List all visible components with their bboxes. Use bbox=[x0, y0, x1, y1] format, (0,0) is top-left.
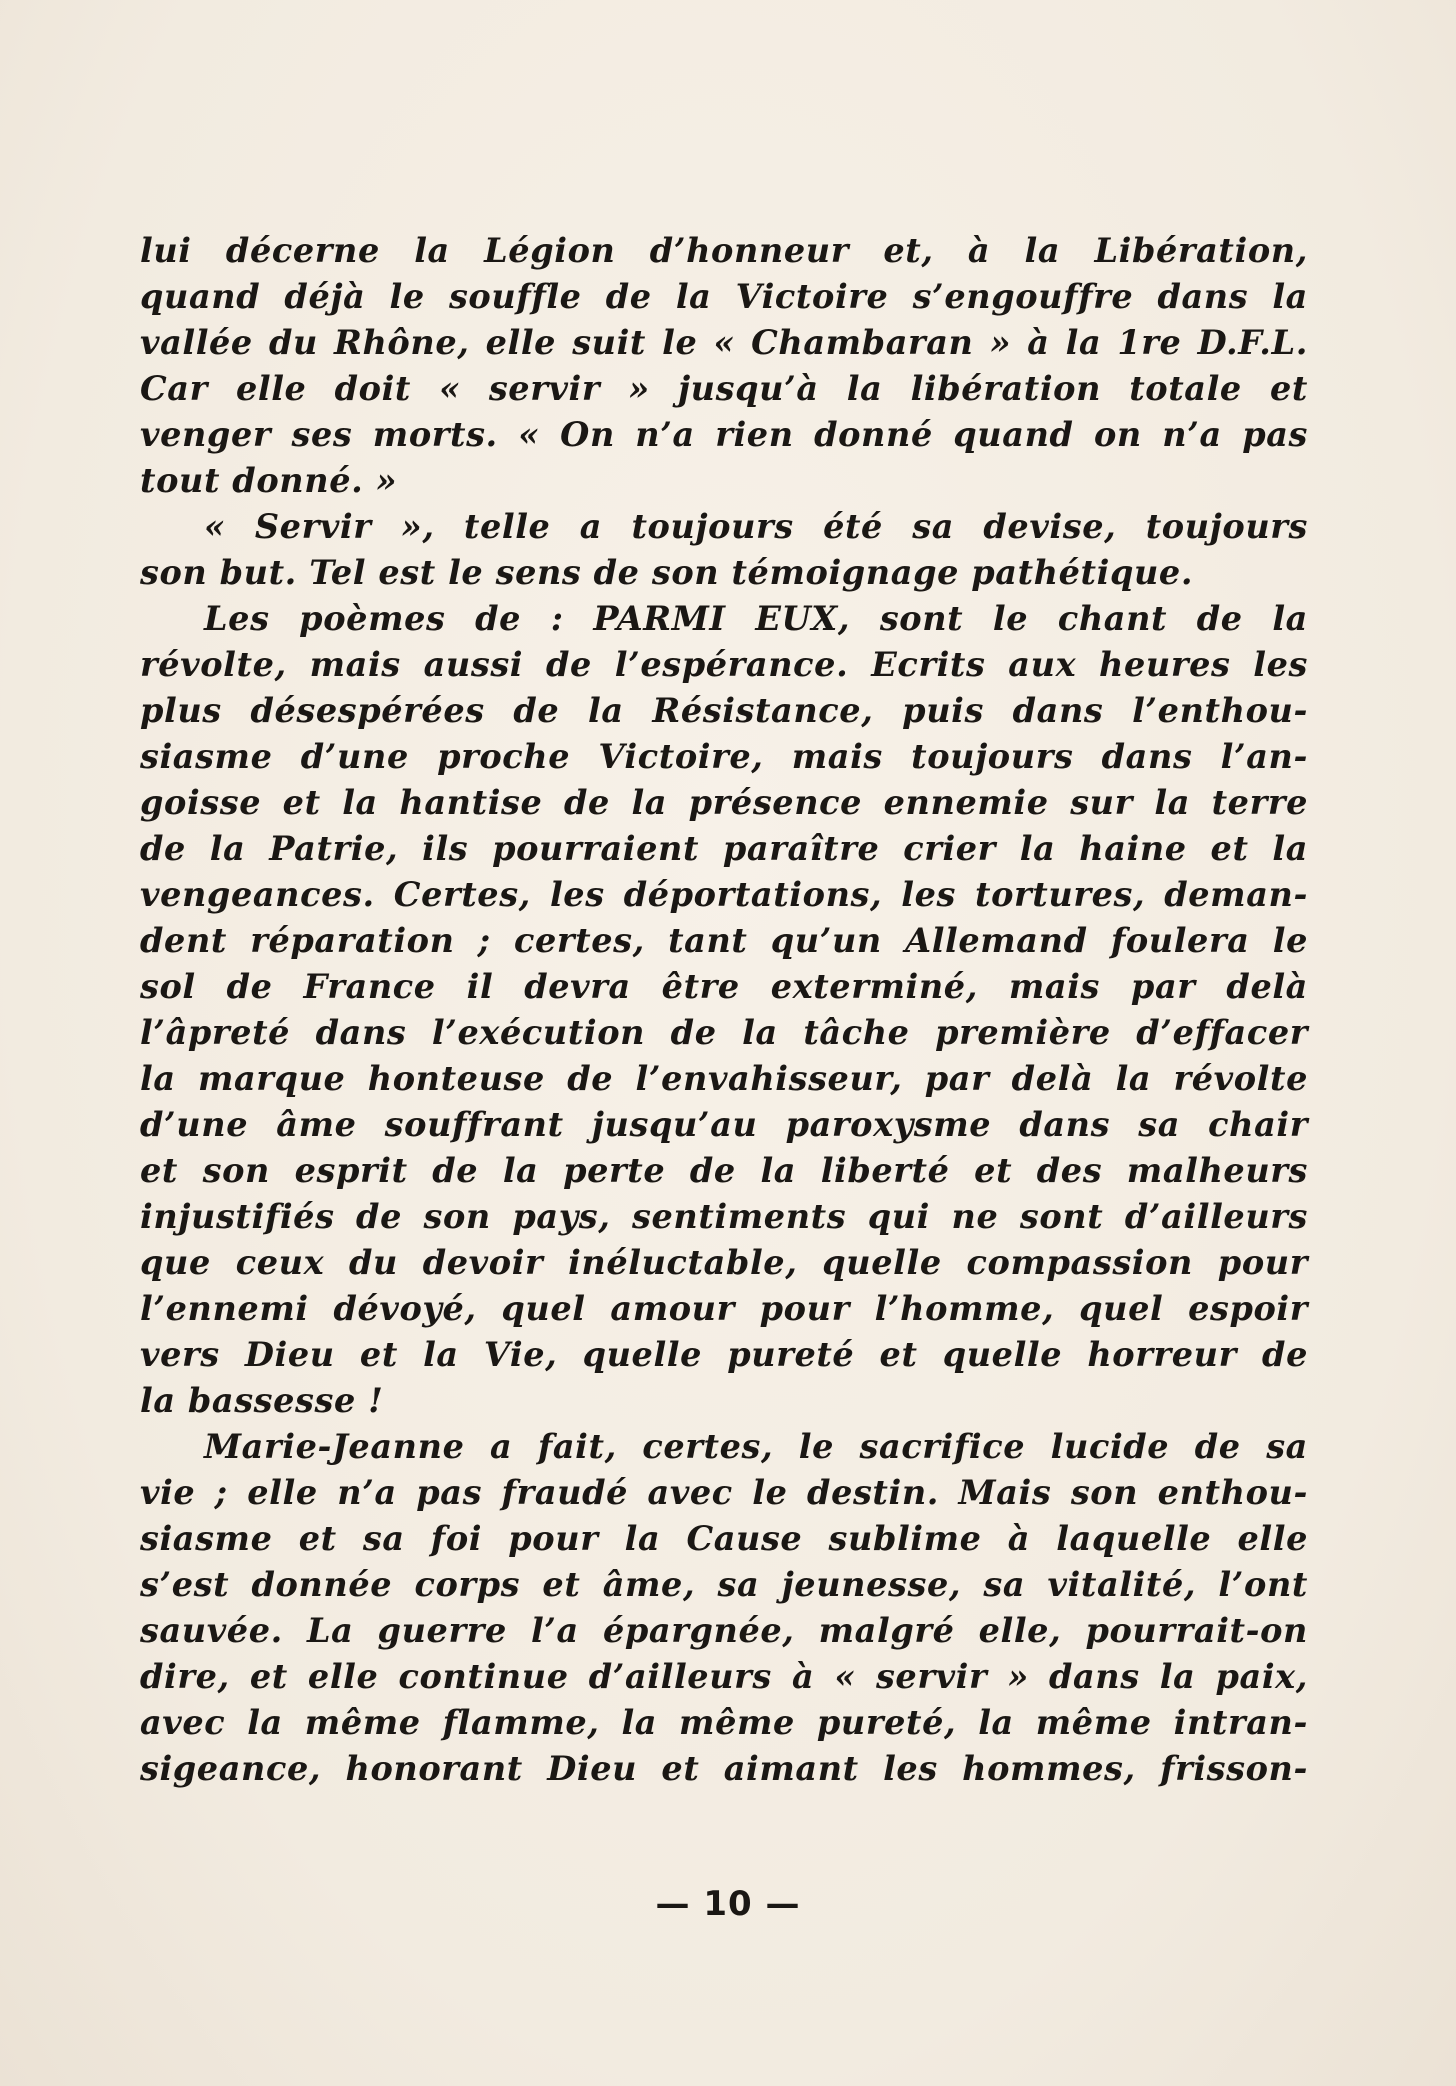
text-line: dent réparation ; certes, tant qu’un Allemand foulera le bbox=[140, 921, 1308, 960]
text-line: la marque honteuse de l’envahisseur, par delà la révolte bbox=[140, 1059, 1308, 1098]
text-line: vallée du Rhône, elle suit le « Chambaran » à la 1re D.F.L. bbox=[140, 323, 1308, 362]
text-line: siasme et sa foi pour la Cause sublime à laquelle elle bbox=[140, 1519, 1308, 1558]
text-line: vers Dieu et la Vie, quelle pureté et quelle horreur de bbox=[140, 1335, 1308, 1374]
text-line: que ceux du devoir inéluctable, quelle compassion pour bbox=[140, 1243, 1308, 1282]
text-line: la bassesse ! bbox=[140, 1381, 384, 1420]
text-line: de la Patrie, ils pourraient paraître crier la haine et la bbox=[140, 829, 1308, 868]
paragraph bbox=[140, 596, 1308, 1424]
text-line: son but. Tel est le sens de son témoignage pathétique. bbox=[140, 553, 1194, 592]
text-line: d’une âme souffrant jusqu’au paroxysme dans sa chair bbox=[140, 1105, 1308, 1144]
page-number: — 10 — bbox=[655, 1884, 801, 1924]
text-line: sol de France il devra être exterminé, mais par delà bbox=[140, 967, 1308, 1006]
text-line: Marie-Jeanne a fait, certes, le sacrifice lucide de sa bbox=[204, 1427, 1308, 1466]
paragraph bbox=[140, 228, 1308, 504]
text-line: sauvée. La guerre l’a épargnée, malgré elle, pourrait-on bbox=[140, 1611, 1308, 1650]
text-line: l’âpreté dans l’exécution de la tâche première d’effacer bbox=[140, 1013, 1308, 1052]
text-line: vengeances. Certes, les déportations, les tortures, deman- bbox=[140, 875, 1308, 914]
text-line: vie ; elle n’a pas fraudé avec le destin. Mais son enthou- bbox=[140, 1473, 1308, 1512]
text-line: avec la même flamme, la même pureté, la même intran- bbox=[140, 1703, 1308, 1742]
text-line: dire, et elle continue d’ailleurs à « servir » dans la paix, bbox=[140, 1657, 1308, 1696]
text-line: révolte, mais aussi de l’espérance. Ecrits aux heures les bbox=[140, 645, 1308, 684]
text-line: plus désespérées de la Résistance, puis dans l’enthou- bbox=[140, 691, 1308, 730]
paragraph bbox=[140, 504, 1308, 596]
text-line: goisse et la hantise de la présence ennemie sur la terre bbox=[140, 783, 1308, 822]
text-line: lui décerne la Légion d’honneur et, à la Libération, bbox=[140, 231, 1308, 270]
text-line: siasme d’une proche Victoire, mais toujours dans l’an- bbox=[140, 737, 1308, 776]
text-line: Car elle doit « servir » jusqu’à la libération totale et bbox=[140, 369, 1308, 408]
text-line: venger ses morts. « On n’a rien donné quand on n’a pas bbox=[140, 415, 1308, 454]
text-line: l’ennemi dévoyé, quel amour pour l’homme, quel espoir bbox=[140, 1289, 1308, 1328]
text-line: « Servir », telle a toujours été sa devise, toujours bbox=[204, 507, 1308, 546]
text-line: sigeance, honorant Dieu et aimant les hommes, frisson- bbox=[140, 1749, 1308, 1788]
paragraph bbox=[140, 1424, 1308, 1792]
text-line: s’est donnée corps et âme, sa jeunesse, sa vitalité, l’ont bbox=[140, 1565, 1308, 1604]
text-line: injustifiés de son pays, sentiments qui ne sont d’ailleurs bbox=[140, 1197, 1308, 1236]
body-text bbox=[140, 228, 1308, 1792]
text-line: et son esprit de la perte de la liberté et des malheurs bbox=[140, 1151, 1308, 1190]
text-line: tout donné. » bbox=[140, 461, 398, 500]
text-line: quand déjà le souffle de la Victoire s’engouffre dans la bbox=[140, 277, 1308, 316]
text-line: Les poèmes de : PARMI EUX, sont le chant de la bbox=[204, 599, 1308, 638]
